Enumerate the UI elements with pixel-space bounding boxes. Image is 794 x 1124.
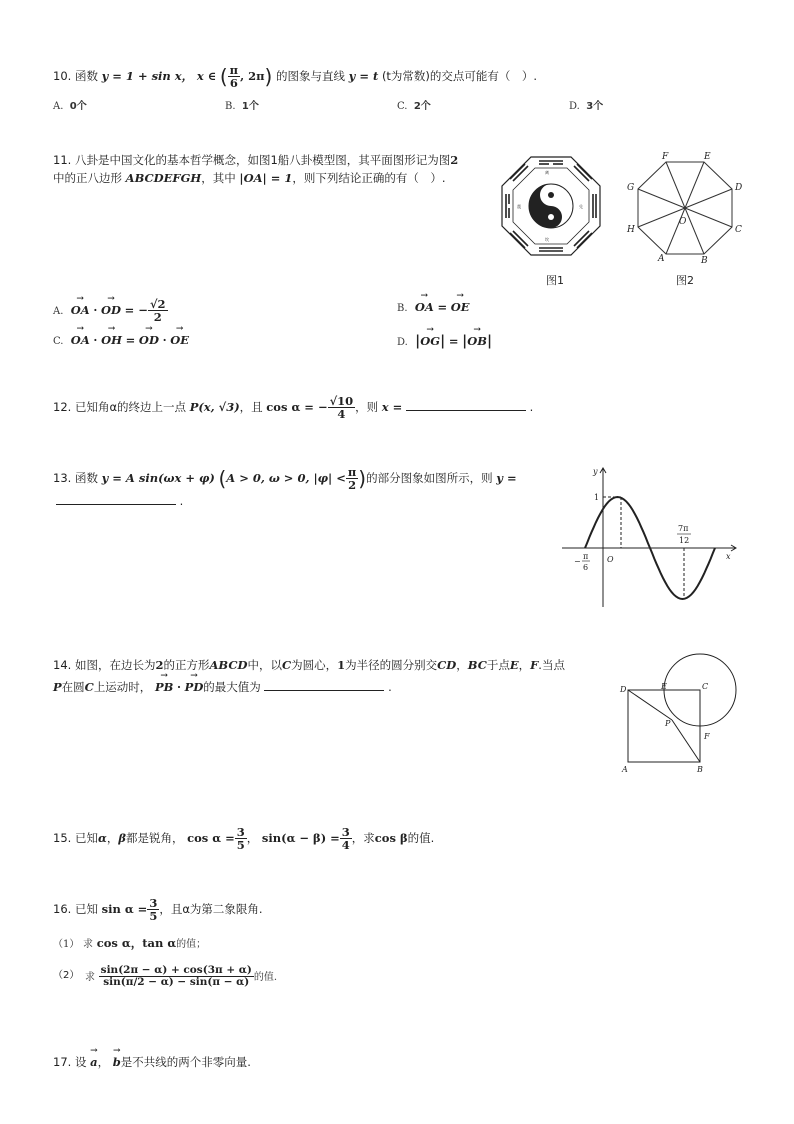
svg-text:6: 6 [583, 563, 589, 572]
q16-part2: 求 $\frac{\sin(2\pi - \alpha) + \cos(3\pi + \alpha)}{\sin(\pi/2 - \alpha) - \sin(\pi - \alpha)}$ 的值. [85, 964, 278, 989]
q11-line1: 11. 八卦是中国文化的基本哲学概念，如图1船八卦模型图，其平面图形记为图2 [53, 153, 459, 167]
svg-text:π: π [583, 552, 589, 561]
svg-text:F: F [704, 732, 710, 741]
q10-option-d[interactable]: D. 3个 [569, 101, 604, 112]
bagua-figure [501, 156, 601, 256]
svg-text:−: − [574, 557, 581, 566]
q11-option-c[interactable]: C. → OA · → OH = → OD · → OE [53, 333, 189, 347]
svg-text:E: E [661, 682, 667, 691]
q10-option-c[interactable]: C. 2个 [397, 101, 431, 112]
q10-domain-post: , 2π [240, 69, 265, 84]
q13-stem: 13. 函数 y = A sin(ωx + φ) (A > 0, ω > 0, |φ| < $\frac{\pi}{2}$ )的部分图象如图所示，则 y = [53, 465, 517, 493]
q16-part1: （1） 求 cos α，tan α的值； [53, 936, 207, 950]
label-E: E [704, 152, 711, 162]
svg-text:兑: 兑 [579, 204, 583, 209]
svg-text:震: 震 [517, 204, 521, 209]
q11-line2: 中的正八边形 ABCDEFGH，其中 |OA| = 1，则下列结论正确的有（ ）. [53, 171, 446, 185]
svg-text:坎: 坎 [545, 237, 549, 242]
fig2-caption: 图2 [676, 274, 694, 287]
q16-stem: 16. 已知 sin α = $\frac{3}{5}$ ，且α为第二象限角. [53, 896, 263, 924]
svg-text:7π: 7π [678, 524, 689, 533]
q10-frac: $\frac{\pi}{6}$ [229, 63, 239, 91]
octagon-figure [618, 148, 748, 268]
q14-line1: 14. 如图，在边长为2的正方形ABCD中，以C为圆心，1为半径的圆分别交CD，BC于点E，F.当点 [53, 658, 565, 672]
q11-option-d[interactable]: D. |→ OG| = |→ OB| [397, 333, 492, 349]
svg-text:P: P [665, 719, 671, 728]
q12-stem: 12. 已知角α的终边上一点 P(x, √3)，且 cos α = − $\frac{√10}{4}$ ，则 x = . [53, 394, 534, 422]
label-F: F [662, 152, 669, 162]
label-D: D [735, 183, 743, 193]
label-G: G [627, 183, 635, 193]
svg-text:B: B [697, 765, 703, 774]
label-H: H [627, 225, 635, 235]
q11-option-a[interactable]: A. → OA · → OD = − $\frac{√2}{2}$ [53, 298, 168, 323]
label-C: C [735, 225, 742, 235]
label-O: O [679, 217, 687, 227]
q11-option-b[interactable]: B. → OA = → OE [397, 300, 470, 314]
svg-text:x: x [726, 552, 731, 561]
q10-label: 10. 函数 [53, 69, 98, 84]
svg-text:O: O [607, 555, 614, 564]
q14-line2: P在圆C上运动时， → PB · → PD的最大值为 . [53, 679, 392, 695]
q10-stem-c: (t为常数)的交点可能有（ ）. [381, 69, 538, 84]
sine-graph [560, 462, 740, 610]
q12-answer-blank[interactable] [406, 410, 526, 411]
svg-text:D: D [620, 685, 627, 694]
fig1-caption: 图1 [546, 274, 564, 287]
svg-text:离: 离 [545, 170, 549, 175]
q16-part2-key: （2） [53, 970, 80, 981]
q10-option-a[interactable]: A. 0个 [53, 101, 87, 112]
q10-func: y = 1 + sin x， [101, 69, 194, 84]
q10-line-eq: y = t [348, 69, 379, 84]
q13-line2: . [56, 494, 183, 508]
svg-text:1: 1 [594, 493, 600, 502]
svg-text:12: 12 [679, 536, 690, 545]
q15-stem: 15. 已知α，β都是锐角， cos α = $\frac{3}{5}$ ， sin(α − β) = $\frac{3}{4}$ ，求cos β的值. [53, 825, 435, 853]
label-B: B [701, 256, 708, 266]
square-circle-figure [612, 648, 744, 780]
q10-stem-b: 的图象与直线 [275, 69, 345, 84]
q10-domain-pre: x ∈ [196, 69, 217, 84]
q10-stem: 10. 函数 y = 1 + sin x， x ∈ ( $\frac{\pi}{6}$ , 2π) 的图象与直线 y = t (t为常数)的交点可能有（ ）. [53, 63, 538, 91]
q14-answer-blank[interactable] [264, 690, 384, 691]
q10-option-b[interactable]: B. 1个 [225, 101, 259, 112]
svg-text:C: C [702, 682, 709, 691]
q13-answer-blank[interactable] [56, 504, 176, 505]
q17-stem: 17. 设 → a， → b是不共线的两个非零向量. [53, 1054, 251, 1070]
svg-text:A: A [622, 765, 628, 774]
label-A: A [658, 254, 665, 264]
svg-text:y: y [593, 467, 598, 476]
